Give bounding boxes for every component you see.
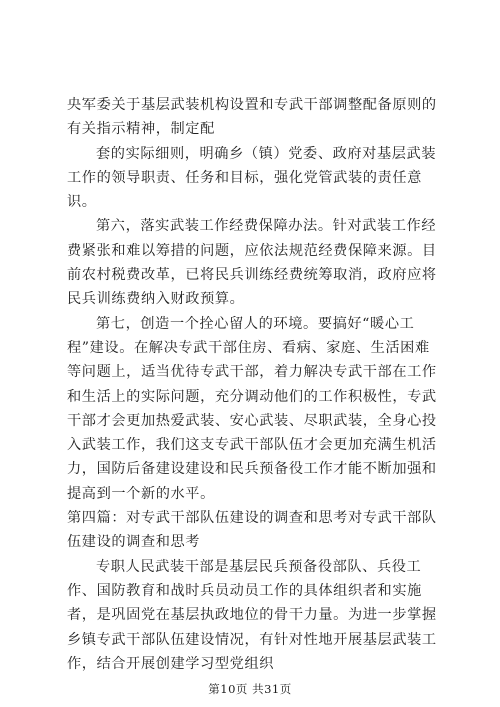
- paragraph-continuation: 央军委关于基层武装机构设置和专武干部调整配备原则的有关指示精神，制定配: [67, 97, 437, 138]
- paragraph-seventh-point: 第七，创造一个拴心留人的环境。要搞好“暖心工程”建设。在解决专武干部住房、看病、家庭、生活困难等问题上，适当优待专武干部，着力解决专武干部在工作和生活上的实际问题，充分调动他们的工作积极性，专武干部才会更加热爱武装、安心武装、尽职武装，全身心投入武装工作，我们这支专武干部队伍才会更加充满生机活力，国防后备建设建设和民兵预备役工作才能不断加强和提高到一个新的水平。: [67, 315, 437, 502]
- paragraph-sixth-point: 第六，落实武装工作经费保障办法。针对武装工作经费紧张和难以筹措的问题，应依法规范经费保障来源。目前农村税费改革，已将民兵训练经费统筹取消，政府应将民兵训练费纳入财政预算。: [67, 218, 437, 308]
- paragraph-intro-armed-cadres: 专职人民武装干部是基层民兵预备役部队、兵役工作、国防教育和战时兵员动员工作的具体组织者和实施者，是巩固党在基层执政地位的骨干力量。为进一步掌握乡镇专武干部队伍建设情况，有针对性地开展基层武装工作，结合开展创建学习型党组织: [67, 558, 437, 672]
- page-number-footer: 第10页 共31页: [208, 682, 292, 696]
- document-body: [67, 93, 437, 676]
- paragraph-implementation-rules: 套的实际细则，明确乡（镇）党委、政府对基层武装工作的领导职责、任务和目标，强化党管武装的责任意识。: [67, 145, 437, 211]
- section-heading-fourth-article: 第四篇：对专武干部队伍建设的调查和思考对专武干部队伍建设的调查和思考: [67, 510, 437, 551]
